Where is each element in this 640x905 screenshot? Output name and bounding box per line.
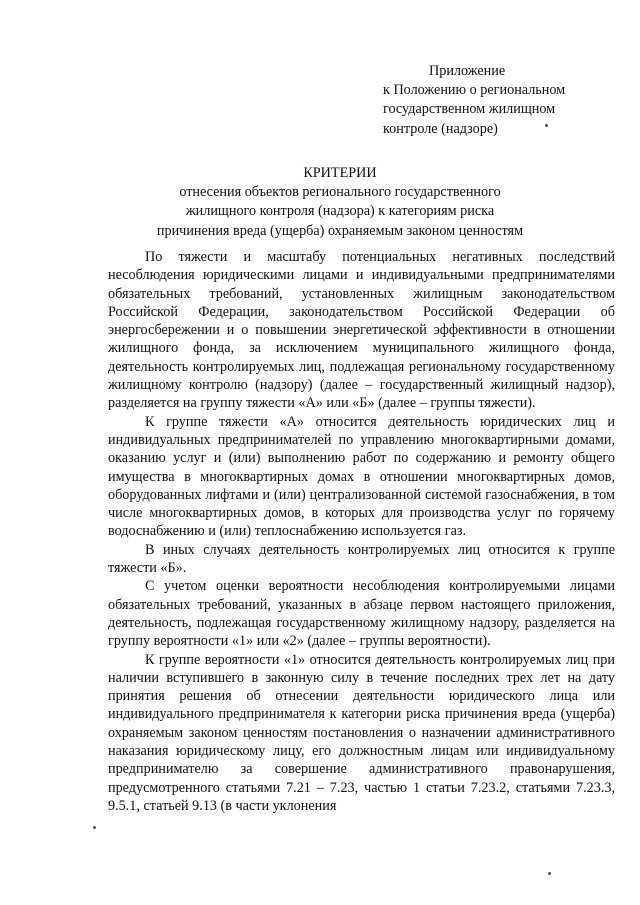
heading-title: КРИТЕРИИ <box>303 165 377 181</box>
scan-speck <box>548 872 551 875</box>
scan-speck <box>93 826 96 829</box>
body-text <box>108 248 615 815</box>
criteria-heading <box>100 164 580 241</box>
appendix-line: к Положению о региональном <box>383 82 566 99</box>
paragraph: К группе тяжести «А» относится деятельность юридических лиц и индивидуальных предпринимателей по управлению многоквартирными домами, оказанию услуг и (или) выполнению работ по содержанию и ремонту общего имущества в многоквартирных домах в отношении многоквартирных домов, оборудованных лифтами и (или) централизованной системой газоснабжения, в том числе многоквартирных домов, в которых для производства услуг по горячему водоснабжению и (или) теплоснабжению используется газ. <box>108 413 615 540</box>
appendix-block <box>383 62 623 139</box>
paragraph: К группе вероятности «1» относится деятельность контролируемых лиц при наличии вступившего в законную силу в течение последних трех лет на дату принятия решения об отнесении деятельности юридического лица или индивидуального предпринимателя к категории риска причинения вреда (ущерба) охраняемым законом ценностям постановления о назначении административного наказания юридическому лицу, его должностным лицам или индивидуальному предпринимателю за совершение административного правонарушения, предусмотренного статьями 7.21 – 7.23, частью 1 статьи 7.23.2, статьями 7.23.3, 9.5.1, статьей 9.13 (в части уклонения <box>108 651 615 814</box>
heading-subtitle-line: жилищного контроля (надзора) к категориям риска <box>185 203 495 220</box>
appendix-line: контроле (надзоре) <box>383 120 498 137</box>
heading-subtitle-line: отнесения объектов регионального государственного <box>179 184 501 201</box>
paragraph: В иных случаях деятельность контролируемых лиц относится к группе тяжести «Б». <box>108 541 615 577</box>
paragraph: С учетом оценки вероятности несоблюдения контролируемыми лицами обязательных требований, указанных в абзаце первом настоящего приложения, деятельность, подлежащая государственному жилищному надзору, разделяется на группу вероятности «1» или «2» (далее – группы вероятности). <box>108 578 615 650</box>
appendix-title: Приложение <box>429 63 506 79</box>
appendix-line: государственном жилищном <box>383 101 556 118</box>
paragraph: По тяжести и масштабу потенциальных негативных последствий несоблюдения юридическими лицами и индивидуальными предпринимателями обязательных требований, установленных жилищным законодательством Российской Федерации, законодательством Российской Федерации об энергосбережении и о повышении энергетической эффективности в отношении жилищного фонда, за исключением муниципального жилищного фонда, деятельность контролируемых лиц, подлежащая региональному государственному жилищному контролю (надзору) (далее – государственный жилищный надзор), разделяется на группу тяжести «А» или «Б» (далее – группы тяжести). <box>108 249 615 412</box>
heading-subtitle-line: причинения вреда (ущерба) охраняемым законом ценностям <box>156 222 524 239</box>
scan-speck <box>545 124 548 127</box>
